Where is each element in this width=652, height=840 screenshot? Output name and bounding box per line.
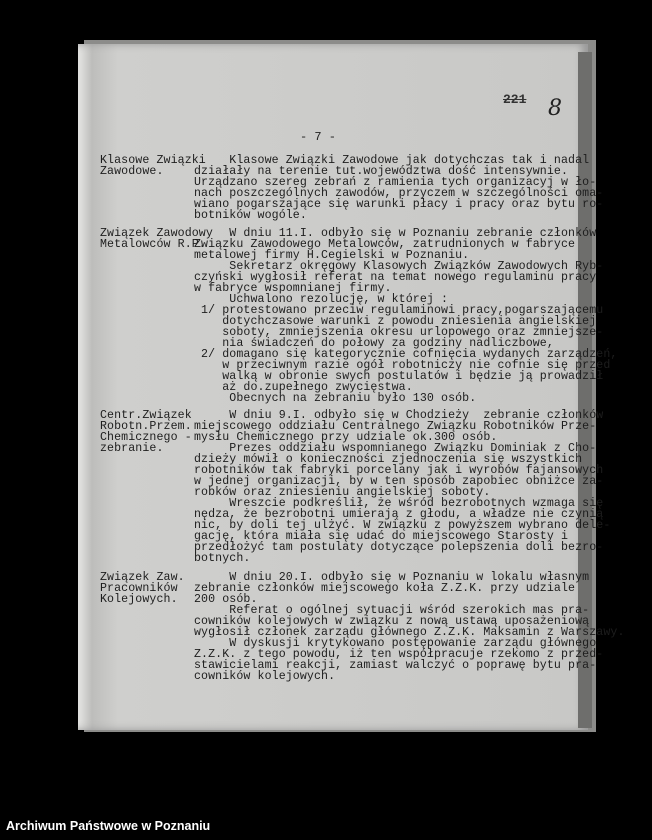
section-label-line: Chemicznego -	[100, 431, 192, 444]
body-text-line: mysłu Chemicznego przy udziale ok.300 osób.	[194, 431, 498, 444]
section-body	[194, 410, 610, 564]
body-text-line: zebranie członków miejscowego koła Z.Z.K. przy udziale	[194, 582, 576, 595]
body-text-line: nach poszczególnych zawodów, przyczem w szczególności oma-	[194, 187, 604, 200]
body-text-line: 1/ protestowano przeciw regulaminowi pracy,pogarszającemu	[194, 304, 604, 317]
body-text-line: przedłożyć tam postulaty dotyczące polepszenia doli bezro-	[194, 541, 604, 554]
body-text-line: w jednej organizacji, by w ten sposób zapobiec obniżce za-	[194, 475, 604, 488]
body-text-line: 200 osób.	[194, 593, 258, 606]
body-text-line: miejscowego oddziału Centralnego Związku Robotników Prze-	[194, 420, 597, 433]
body-text-line: W dyskusji krytykowano postępowanie zarządu głównego	[194, 637, 597, 650]
body-text-line: walką w obronie swych postulatów i będzie ją prowadził	[194, 370, 604, 383]
body-text-line: W dniu 20.I. odbyło się w Poznaniu w lokalu własnym	[194, 571, 590, 584]
body-text-line: dzieży mówił o konieczności zjednoczenia się wszystkich	[194, 453, 583, 466]
section-label-line: Związek Zaw.	[100, 571, 185, 584]
body-text-line: robotników tak fabryki porcelany jak i wyrobów fajansowych	[194, 464, 604, 477]
body-text-line: W dniu 9.I. odbyło się w Chodzieży zebranie członków	[194, 409, 604, 422]
body-text-line: cowników kolejowych w związku z nową ustawą uposażeniową	[194, 615, 590, 628]
section-label-line: zebranie.	[100, 442, 164, 455]
body-text-line: botnych.	[194, 552, 251, 565]
section-body	[194, 155, 603, 221]
body-text-line: nędza, że bezrobotni umierają z głodu, a władze nie czynią	[194, 508, 604, 521]
section-label-line: Robotn.Przem.	[100, 420, 192, 433]
body-text-line: Wreszcie podkreślił, że wśród bezrobotnych wzmaga się	[194, 497, 604, 510]
body-text-line: Urządzano szereg zebrań z ramienia tych organizacyj w ło-	[194, 176, 597, 189]
folio-number: 8	[548, 96, 562, 121]
page-number: - 7 -	[300, 130, 337, 144]
body-text-line: Obecnych na zebraniu było 130 osób.	[194, 392, 477, 405]
section-body	[194, 228, 617, 404]
body-text-line: Sekretarz okręgowy Klasowych Związków Zawodowych Ryb-	[194, 260, 604, 273]
section-label	[100, 572, 185, 605]
body-text-line: robków oraz zniesieniu angielskiej soboty.	[194, 486, 491, 499]
section-label-line: Związek Zawodowy	[100, 227, 213, 240]
body-text-line: stawicielami reakcji, zamiast walczyć o poprawę bytu pra-	[194, 659, 597, 672]
section-label-line: Zawodowe.	[100, 165, 164, 178]
body-text-line: Związku Zawodowego Metalowców, zatrudnionych w fabryce	[194, 238, 576, 251]
body-text-line: botników wogóle.	[194, 209, 307, 222]
body-text-line: aż do.zupełnego zwycięstwa.	[194, 381, 413, 394]
body-text-line: gację, która miała się udać do miejscowego Starosty i	[194, 530, 569, 543]
body-text-line: Prezes oddziału wspomnianego Związku Dominiak z Cho-	[194, 442, 597, 455]
body-text-line: Klasowe Związki Zawodowe jak dotychczas tak i nadal	[194, 154, 590, 167]
body-text-line: działały na terenie tut.województwa dość intensywnie.	[194, 165, 569, 178]
body-text-line: w przeciwnym razie ogół robotniczy nie cofnie się przed	[194, 359, 611, 372]
section-label-line: Centr.Związek	[100, 409, 192, 422]
struck-folio-number: 221	[503, 92, 527, 107]
body-text-line: czyński wygłosił referat na temat nowego regulaminu pracy	[194, 271, 597, 284]
body-text-line: Z.Z.K. z tego powodu, iż ten współpracuje rzekomo z przed-	[194, 648, 604, 661]
body-text-line: Uchwalono rezolucję, w której :	[194, 293, 449, 306]
section-label	[100, 410, 192, 454]
section-label	[100, 155, 206, 177]
body-text-line: dotychczasowe warunki z powodu zniesienia angielskiej	[194, 315, 597, 328]
body-text-line: nic, by doli tej ulżyć. W związku z powyższem wybrano dele-	[194, 519, 611, 532]
body-text-line: 2/ domagano się kategorycznie cofnięcia wydanych zarządzeń,	[194, 348, 618, 361]
body-text-line: Referat o ogólnej sytuacji wśród szerokich mas pra-	[194, 604, 590, 617]
body-text-line: W dniu 11.I. odbyło się w Poznaniu zebranie członków	[194, 227, 597, 240]
section-label-line: Klasowe Związki	[100, 154, 206, 167]
body-text-line: w fabryce wspomnianej firmy.	[194, 282, 392, 295]
section-label-line: Kolejowych.	[100, 593, 178, 606]
body-text-line: wiano pogarszające się warunki płacy i pracy oraz bytu ro-	[194, 198, 604, 211]
archive-credit: Archiwum Państwowe w Poznaniu	[6, 819, 211, 833]
body-text-line: cowników kolejowych.	[194, 670, 336, 683]
section-label-line: Pracowników	[100, 582, 178, 595]
body-text-line: metalowej firmy H.Cegielski w Poznaniu.	[194, 249, 470, 262]
section-body	[194, 572, 625, 682]
body-text-line: nia świadczeń do połowy za godziny nadliczbowe,	[194, 337, 554, 350]
section-label-line: Metalowców R.P.	[100, 238, 206, 251]
body-text-line: wygłosił członek zarządu głównego Z.Z.K. Maksamin z Warszawy.	[194, 626, 625, 639]
body-text-line: soboty, zmniejszenia okresu urlopowego oraz zmniejsze-	[194, 326, 604, 339]
